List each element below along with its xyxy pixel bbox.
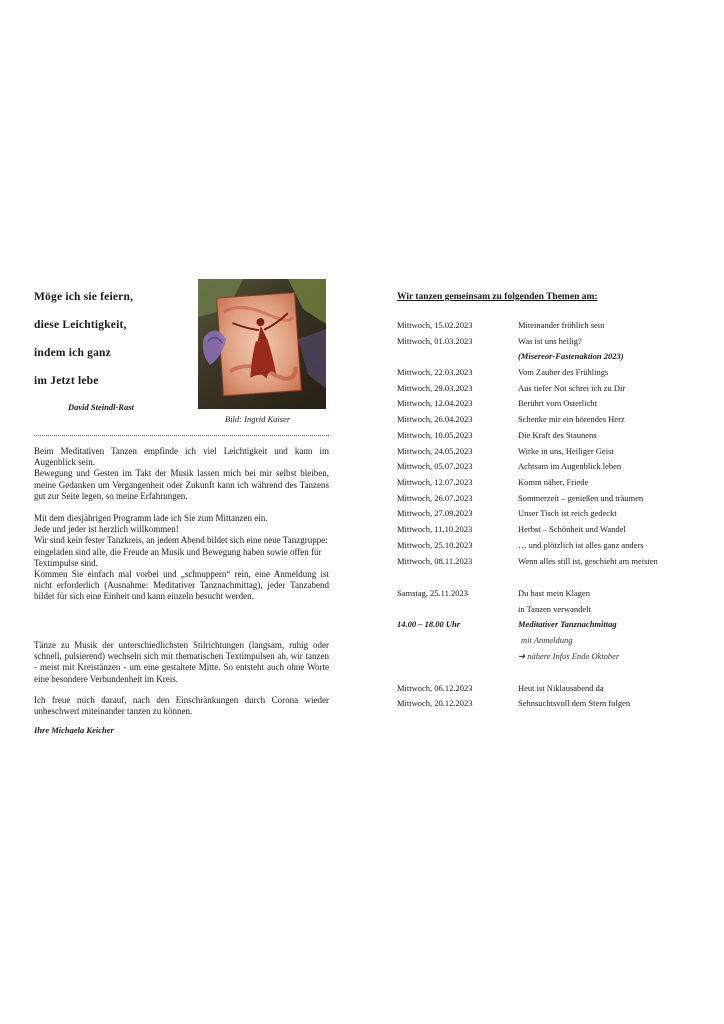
special-event-row (397, 588, 697, 602)
schedule-topic: Miteinander fröhlich sein (518, 320, 605, 330)
intro-paragraph-5: Wir sind kein fester Tanzkreis, an jedem Abend bildet sich eine neue Tanzgruppe: (34, 535, 328, 546)
schedule-row (397, 351, 697, 365)
special-time: 14.00 – 18.00 Uhr (397, 619, 461, 629)
schedule-topic: (Misereor-Fastenaktion 2023) (518, 351, 624, 361)
poem-line-1: Möge ich sie feiern, (34, 291, 134, 303)
schedule-topic: Aus tiefer Not schrei ich zu Dir (518, 383, 626, 393)
special-event-title: Meditativer Tanznachmittag (518, 619, 617, 629)
dancer-painting-art (198, 279, 326, 409)
schedule-row (397, 493, 697, 507)
special-date: Samstag, 25.11.2023 (397, 588, 468, 598)
special-note-info (518, 651, 619, 662)
schedule-date: Mittwoch, 26.04.2023 (397, 414, 473, 424)
schedule-row (397, 414, 697, 428)
schedule-row (397, 540, 697, 554)
special-topic-line-1: Du hast mein Klagen (518, 588, 590, 598)
special-event-row (397, 635, 697, 649)
schedule-topic: … und plötzlich ist alles ganz anders (518, 540, 644, 550)
schedule-topic: Komm näher, Friede (518, 477, 589, 487)
intro-block-2 (34, 513, 329, 603)
schedule-date: Mittwoch, 26.07.2023 (397, 493, 473, 503)
schedule-topic: Schenke mir ein hörendes Herz (518, 414, 625, 424)
schedule-topic: Was ist uns heilig? (518, 336, 582, 346)
schedule-topic: Berührt vom Osterlicht (518, 398, 597, 408)
schedule-topic: Unser Tisch ist reich gedeckt (518, 508, 617, 518)
poem-line-4: im Jetzt lebe (34, 375, 99, 387)
arrow-right-icon: ➔ (518, 651, 526, 661)
schedule-date: Mittwoch, 24.05.2023 (397, 446, 473, 456)
schedule-row (397, 430, 697, 444)
special-note-info-text: nähere Infos Ende Oktober (527, 651, 620, 661)
divider (34, 435, 329, 436)
schedule-row (397, 477, 697, 491)
schedule-date: Mittwoch, 25.10.2023 (397, 540, 473, 550)
intro-paragraph-2: Bewegung und Gesten im Takt der Musik lassen mich bei mir selbst bleiben, meine Gedanken um Vergangenheit oder Zukunft kann ich während des Tanzens gut zur Seite legen, so meine Erfahrungen. (34, 468, 329, 501)
intro-block-1 (34, 446, 329, 502)
schedule-topic: Achtsam im Augenblick leben (518, 461, 622, 471)
schedule-row (397, 556, 697, 570)
schedule-row (397, 698, 697, 712)
schedule-date: Mittwoch, 12.07.2023 (397, 477, 473, 487)
schedule-date: Mittwoch, 06.12.2023 (397, 683, 473, 693)
special-event-row (397, 619, 697, 633)
poem-line-2: diese Leichtigkeit, (34, 319, 127, 331)
schedule-date: Mittwoch, 08.11.2023 (397, 556, 473, 566)
special-note-registration: mit Anmeldung (521, 635, 573, 645)
schedule-topic: Heut ist Niklausabend da (518, 683, 604, 693)
schedule-date: Mittwoch, 10.05.2023 (397, 430, 473, 440)
schedule-date: Mittwoch, 27.09.2023 (397, 508, 473, 518)
schedule-row (397, 524, 697, 538)
intro-paragraph-4: Jede und jeder ist herzlich willkommen! (34, 524, 179, 535)
schedule-row (397, 508, 697, 522)
schedule-date: Mittwoch, 05.07.2023 (397, 461, 473, 471)
intro-paragraph-6: eingeladen sind alle, die Freude an Musik und Bewegung haben sowie offen für Textimpulse sind. (34, 546, 322, 568)
schedule-row (397, 398, 697, 412)
schedule-topic: Herbst – Schönheit und Wandel (518, 524, 626, 534)
image-caption: Bild: Ingrid Kaiser (225, 414, 291, 424)
intro-paragraph-8: Tänze zu Musik der unterschiedlichsten Stilrichtungen (langsam, ruhig oder schnell, pulsierend) wechseln sich mit thematischen Textimpulsen ab, wir tanzen - meist mit Kreistänzen - um eine gestaltete Mitte. So entsteht auch ohne Worte eine besondere Verbundenheit im Kreis. (34, 640, 329, 684)
schedule-date: Mittwoch, 15.02.2023 (397, 320, 473, 330)
signature: Ihre Michaela Keicher (34, 725, 114, 735)
special-event-row (397, 651, 697, 665)
schedule-date: Mittwoch, 22.03.2023 (397, 367, 473, 377)
schedule-date: Mittwoch, 01.03.2023 (397, 336, 473, 346)
schedule-topic: Vom Zauber des Frühlings (518, 367, 609, 377)
poem-line-3: indem ich ganz (34, 347, 111, 359)
schedule-date: Mittwoch, 20.12.2023 (397, 698, 473, 708)
schedule-row (397, 461, 697, 475)
intro-paragraph-7: Kommen Sie einfach mal vorbei und „schnuppern“ rein, eine Anmeldung ist nicht erforderlich (Ausnahme: Meditativer Tanznachmittag), jeder Tanzabend bildet für sich eine Einheit und kann einzeln besucht werden. (34, 569, 329, 602)
schedule-row (397, 367, 697, 381)
schedule-date: Mittwoch, 12.04.2023 (397, 398, 473, 408)
schedule-date: Mittwoch, 11.10.2023 (397, 524, 473, 534)
special-event-row (397, 604, 697, 618)
schedule-row (397, 383, 697, 397)
poem-author: David Steindl-Rast (68, 402, 134, 412)
schedule-row (397, 683, 697, 697)
schedule-topic: Wenn alles still ist, geschieht am meisten (518, 556, 658, 566)
schedule-topic: Sehnsuchtsvoll dem Stern folgen (518, 698, 631, 708)
intro-paragraph-1: Beim Meditativen Tanzen empfinde ich viel Leichtigkeit und kann im Augenblick sein. (34, 446, 329, 468)
schedule-row (397, 320, 697, 334)
intro-paragraph-9: Ich freue mich darauf, nach den Einschränkungen durch Corona wieder unbeschwert miteinander tanzen zu können. (34, 695, 329, 717)
schedule-row (397, 336, 697, 350)
special-topic-line-2: in Tanzen verwandelt (518, 604, 591, 614)
schedule-topic: Sommerzeit – genießen und träumen (518, 493, 644, 503)
schedule-topic: Die Kraft des Staunens (518, 430, 597, 440)
dancer-painting (198, 279, 326, 409)
schedule-date: Mittwoch, 29.03.2023 (397, 383, 473, 393)
schedule-topic: Wirke in uns, Heiliger Geist (518, 446, 614, 456)
schedule-title: Wir tanzen gemeinsam zu folgenden Themen am: (397, 292, 598, 302)
intro-paragraph-3: Mit dem diesjährigen Programm lade ich Sie zum Mittanzen ein. (34, 513, 268, 523)
schedule-row (397, 446, 697, 460)
